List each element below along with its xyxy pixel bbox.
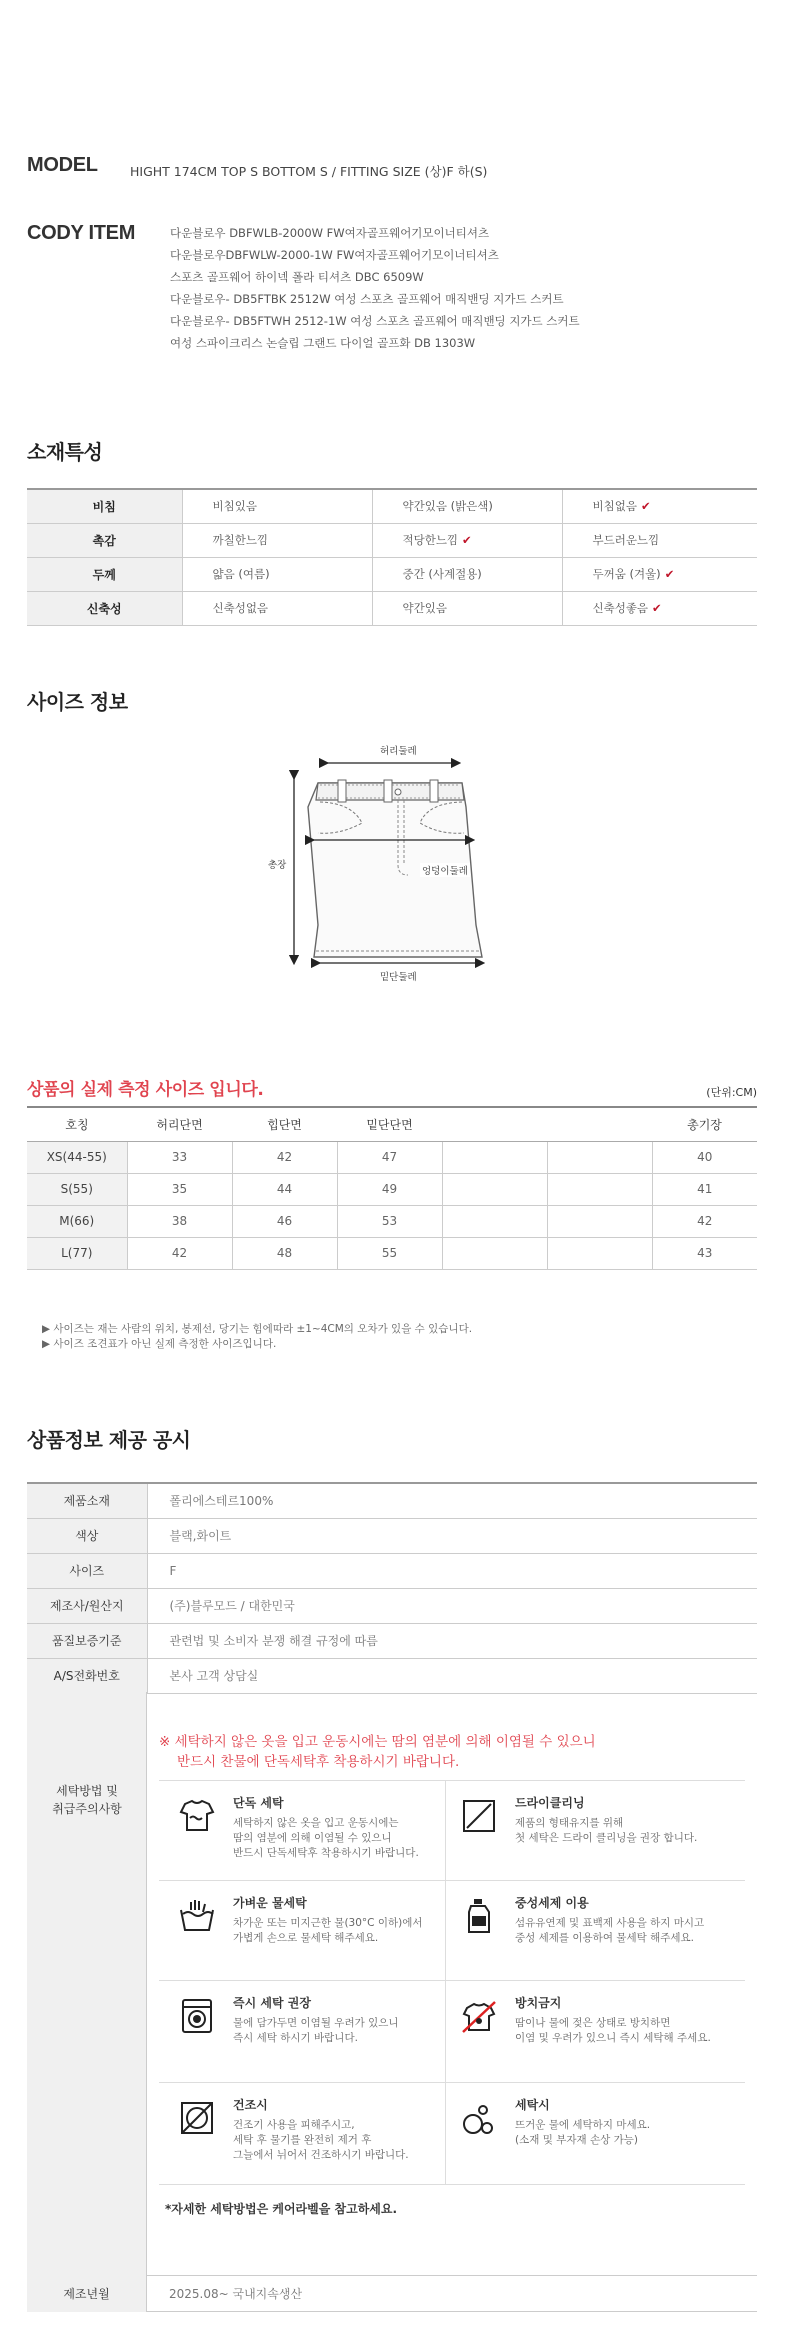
no-leave-icon — [459, 1996, 499, 2040]
material-option: 비침있음 — [182, 489, 372, 523]
material-row-label: 촉감 — [27, 523, 182, 557]
size-value — [442, 1237, 547, 1269]
care-label-cell — [27, 1692, 147, 2276]
bubbles-icon — [459, 2098, 499, 2142]
product-info-row — [27, 1553, 757, 1588]
material-table-wrap — [27, 488, 757, 626]
date-label: 제조년월 — [27, 2276, 147, 2312]
material-table — [27, 488, 757, 626]
no-tumble-dry-icon — [177, 2098, 217, 2142]
size-value: 48 — [232, 1237, 337, 1269]
size-value: 43 — [652, 1237, 757, 1269]
care-item-desc: 건조기 사용을 피해주시고, 세탁 후 물기를 완전히 제거 후 그늘에서 뉘어서 건조하시기 바랍니다. — [233, 2119, 409, 2161]
size-unit: (단위:CM) — [706, 1086, 757, 1099]
care-item-title: 세탁시 — [515, 2098, 550, 2112]
size-name: L(77) — [27, 1237, 127, 1269]
size-value: 38 — [127, 1205, 232, 1237]
product-info-wrap — [27, 1482, 757, 1694]
size-row — [27, 1141, 757, 1173]
product-info-label: 사이즈 — [27, 1553, 147, 1588]
size-row — [27, 1205, 757, 1237]
material-option: 중간 (사계절용) — [372, 557, 562, 591]
material-option: 적당한느낌 ✔ — [372, 523, 562, 557]
check-icon: ✔ — [640, 499, 651, 514]
size-value: 41 — [652, 1173, 757, 1205]
product-info-label: 색상 — [27, 1518, 147, 1553]
size-name: M(66) — [27, 1205, 127, 1237]
cody-item: 다운블로우DBFWLW-2000-1W FW여자골프웨어기모이너티셔츠 — [170, 248, 499, 262]
size-table-wrap — [27, 1106, 757, 1270]
material-row-label: 두께 — [27, 557, 182, 591]
product-info-value: 본사 고객 상담실 — [147, 1658, 757, 1693]
size-header — [547, 1107, 652, 1141]
size-value — [547, 1141, 652, 1173]
care-item-title: 중성세제 이용 — [515, 1896, 589, 1910]
waist-label: 허리둘레 — [378, 743, 419, 757]
care-item-title: 가벼운 물세탁 — [233, 1896, 307, 1910]
size-name: S(55) — [27, 1173, 127, 1205]
check-icon: ✔ — [652, 601, 662, 615]
size-header: 밑단단면 — [337, 1107, 442, 1141]
care-label: 세탁방법 및 취급주의사항 — [52, 1784, 122, 1816]
product-info-table — [27, 1482, 757, 1694]
size-header — [442, 1107, 547, 1141]
material-option: 신축성좋음 ✔ — [562, 591, 757, 625]
product-info-value: 블랙,화이트 — [147, 1518, 757, 1553]
cody-item: 여성 스파이크리스 논슬립 그랜드 다이얼 골프화 DB 1303W — [170, 336, 476, 350]
product-info-value: (주)블루모드 / 대한민국 — [147, 1588, 757, 1623]
product-info-value: F — [147, 1553, 757, 1588]
size-header: 총기장 — [652, 1107, 757, 1141]
material-option: 비침없음 ✔ — [562, 489, 757, 523]
care-item-title: 방치금지 — [515, 1996, 562, 2010]
size-value: 44 — [232, 1173, 337, 1205]
product-info-row — [27, 1483, 757, 1518]
cody-item: 스포츠 골프웨어 하이넥 폴라 티셔츠 DBC 6509W — [170, 270, 424, 284]
hand-wash-icon — [177, 1896, 217, 1940]
size-value — [442, 1141, 547, 1173]
material-option: 약간있음 — [372, 591, 562, 625]
cody-item-list — [170, 222, 580, 354]
product-info-row — [27, 1658, 757, 1693]
size-notes — [42, 1322, 472, 1352]
size-value: 55 — [337, 1237, 442, 1269]
size-value: 33 — [127, 1141, 232, 1173]
material-row — [27, 557, 757, 591]
hem-label: 밑단둘레 — [380, 972, 417, 983]
care-item-desc: 세탁하지 않은 옷을 입고 운동시에는 땀의 염분에 의해 이염될 수 있으니 반드시 단독세탁후 착용하시기 바랍니다. — [233, 1817, 419, 1859]
detergent-icon — [459, 1896, 499, 1940]
material-row — [27, 523, 757, 557]
material-row-label: 비침 — [27, 489, 182, 523]
check-icon: ✔ — [462, 533, 472, 547]
product-info-label: 제품소재 — [27, 1483, 147, 1518]
check-icon: ✔ — [664, 567, 675, 581]
size-row — [27, 1237, 757, 1269]
size-table-title: 상품의 실제 측정 사이즈 입니다. — [27, 1080, 264, 1100]
care-item-desc: 뜨거운 물에 세탁하지 마세요. (소재 및 부자재 손상 가능) — [515, 2119, 651, 2146]
care-warning: ※ 세탁하지 않은 옷을 입고 운동시에는 땀의 염분에 의해 이염될 수 있으니 반드시 찬물에 단독세탁후 착용하시기 바랍니다. — [159, 1734, 596, 1770]
date-row — [27, 2276, 757, 2312]
product-info-label: 품질보증기준 — [27, 1623, 147, 1658]
product-info-label: 제조사/원산지 — [27, 1588, 147, 1623]
product-info-row — [27, 1588, 757, 1623]
material-option: 약간있음 (밝은색) — [372, 489, 562, 523]
size-value: 42 — [652, 1205, 757, 1237]
care-item-desc: 땀이나 물에 젖은 상태로 방치하면 이염 및 우려가 있으니 즉시 세탁해 주세요. — [515, 2017, 711, 2044]
size-note: ▶ 사이즈 조견표가 아닌 실제 측정한 사이즈입니다. — [42, 1338, 277, 1350]
cody-item: 다운블로우- DB5FTWH 2512-1W 여성 스포츠 골프웨어 매직밴딩 지가드 스커트 — [170, 314, 580, 328]
size-value: 40 — [652, 1141, 757, 1173]
dry-clean-icon — [459, 1796, 499, 1840]
care-section — [27, 1692, 757, 2276]
size-value: 46 — [232, 1205, 337, 1237]
model-label: MODEL — [27, 154, 98, 176]
product-info-row — [27, 1518, 757, 1553]
washing-machine-icon — [177, 1996, 217, 2040]
product-info-title: 상품정보 제공 공시 — [27, 1428, 191, 1452]
cody-item-label: CODY ITEM — [27, 222, 136, 244]
material-option: 신축성없음 — [182, 591, 372, 625]
cody-item: 다운블로우- DB5FTBK 2512W 여성 스포츠 골프웨어 매직밴딩 지가드 스커트 — [170, 292, 564, 306]
size-header: 허리단면 — [127, 1107, 232, 1141]
product-info-label: A/S전화번호 — [27, 1658, 147, 1693]
product-info-row — [27, 1623, 757, 1658]
size-header: 호칭 — [27, 1107, 127, 1141]
care-item-title: 즉시 세탁 권장 — [233, 1996, 311, 2010]
hip-label: 엉덩이둘레 — [420, 863, 470, 877]
size-row — [27, 1173, 757, 1205]
size-value — [442, 1173, 547, 1205]
material-row — [27, 591, 757, 625]
size-table — [27, 1106, 757, 1270]
size-value — [547, 1237, 652, 1269]
model-info: HIGHT 174CM TOP S BOTTOM S / FITTING SIZE (상)F 하(S) — [130, 164, 488, 179]
material-title: 소재특성 — [27, 440, 103, 464]
care-item-desc: 차가운 또는 미지근한 물(30°C 이하)에서 가볍게 손으로 물세탁 해주세요. — [233, 1917, 423, 1944]
size-name: XS(44-55) — [27, 1141, 127, 1173]
length-label: 총장 — [268, 860, 287, 871]
product-info-value: 관련법 및 소비자 분쟁 해결 규정에 따름 — [147, 1623, 757, 1658]
size-value: 42 — [127, 1237, 232, 1269]
size-value: 35 — [127, 1173, 232, 1205]
size-note: ▶ 사이즈는 재는 사람의 위치, 봉제선, 당기는 힘에따라 ±1~4CM의 오차가 있을 수 있습니다. — [42, 1323, 473, 1335]
size-value: 47 — [337, 1141, 442, 1173]
material-option: 얇음 (여름) — [182, 557, 372, 591]
product-info-value: 폴리에스테르100% — [147, 1483, 757, 1518]
size-value: 49 — [337, 1173, 442, 1205]
size-value — [547, 1173, 652, 1205]
size-value — [442, 1205, 547, 1237]
care-item-desc: 제품의 형태유지를 위해 첫 세탁은 드라이 클리닝을 권장 합니다. — [515, 1817, 698, 1844]
care-item-desc: 물에 담가두면 이염될 우려가 있으니 즉시 세탁 하시기 바랍니다. — [233, 2017, 399, 2044]
skirt-illustration — [280, 745, 520, 985]
date-value: 2025.08~ 국내지속생산 — [169, 2287, 303, 2301]
size-value: 42 — [232, 1141, 337, 1173]
care-item-title: 드라이클리닝 — [515, 1796, 585, 1810]
size-info-title: 사이즈 정보 — [27, 690, 128, 714]
material-option: 두꺼움 (겨울) ✔ — [562, 557, 757, 591]
skirt-diagram — [268, 745, 520, 985]
cody-item: 다운블로우 DBFWLB-2000W FW여자골프웨어기모이너티셔츠 — [170, 226, 490, 240]
material-row — [27, 489, 757, 523]
care-note: *자세한 세탁방법은 케어라벨을 참고하세요. — [165, 2202, 398, 2216]
size-value — [547, 1205, 652, 1237]
care-item-title: 건조시 — [233, 2098, 268, 2112]
tshirt-wash-icon — [177, 1796, 217, 1840]
material-row-label: 신축성 — [27, 591, 182, 625]
material-option: 부드러운느낌 — [562, 523, 757, 557]
care-item-desc: 섬유유연제 및 표백제 사용을 하지 마시고 중성 세제를 이용하여 물세탁 해주세요. — [515, 1917, 705, 1944]
material-option: 까칠한느낌 — [182, 523, 372, 557]
size-value: 53 — [337, 1205, 442, 1237]
care-item-title: 단독 세탁 — [233, 1796, 284, 1810]
size-header: 힙단면 — [232, 1107, 337, 1141]
